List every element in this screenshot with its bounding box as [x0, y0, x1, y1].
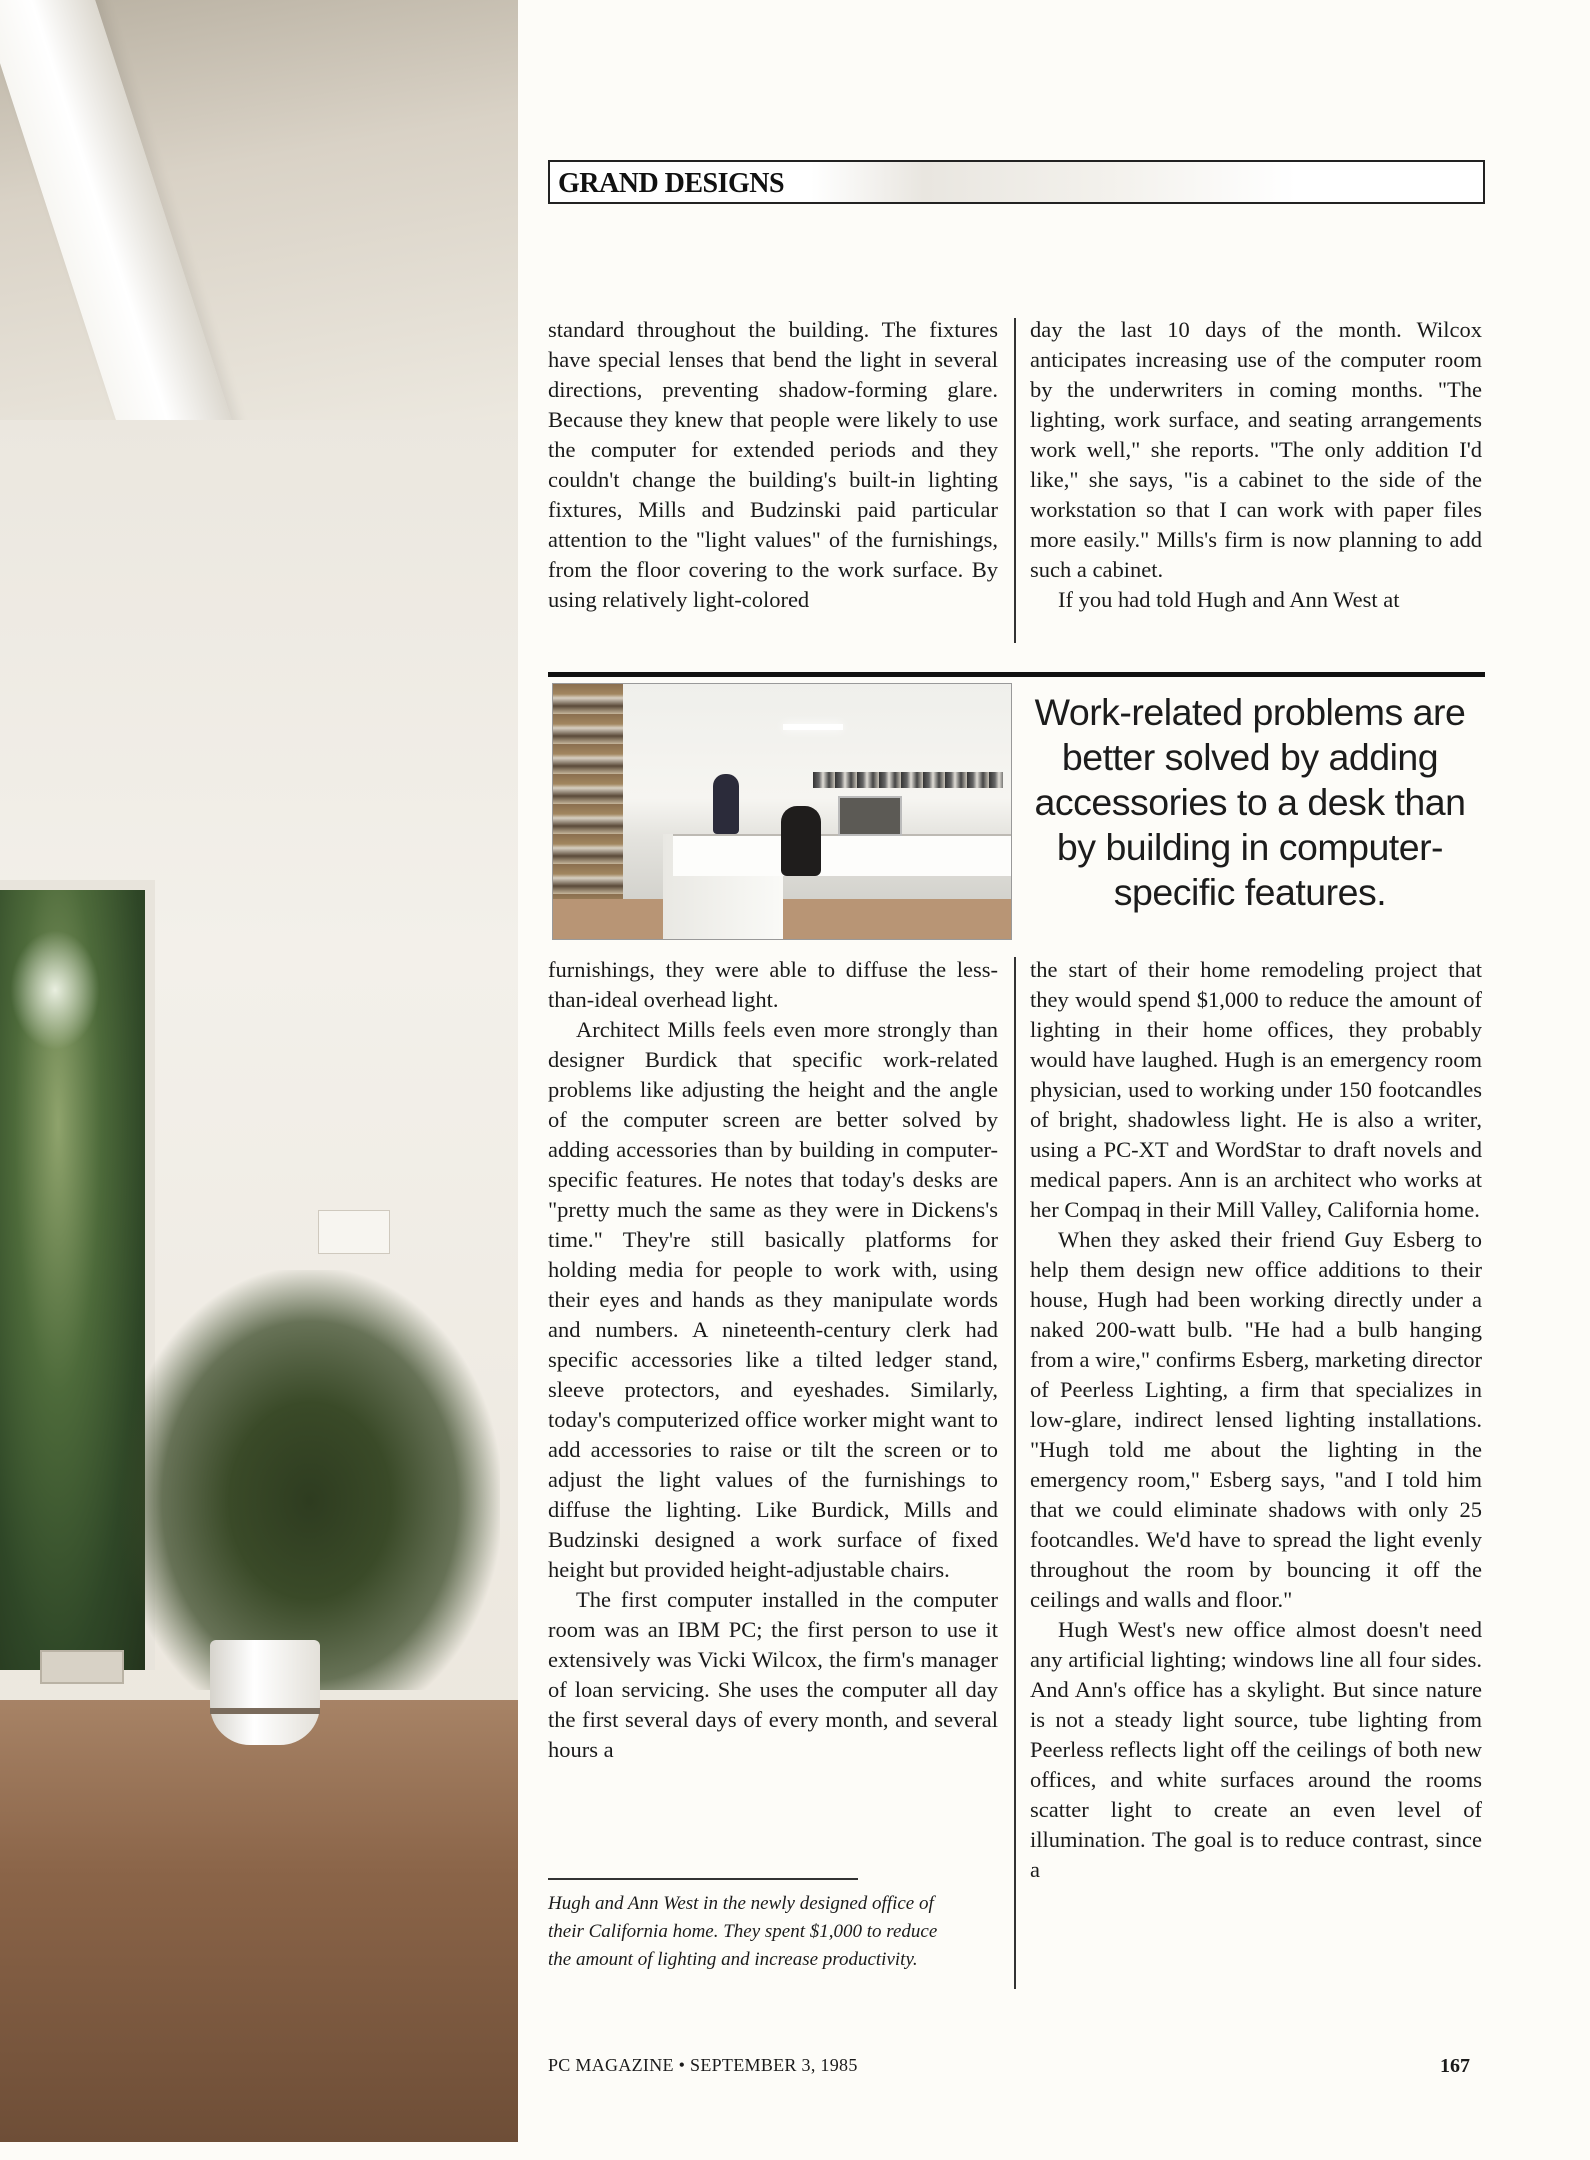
office-photo — [552, 683, 1012, 940]
room-photo — [0, 0, 518, 2142]
column-upper-left — [548, 315, 998, 615]
floor-vent — [40, 1650, 124, 1684]
section-title: GRAND DESIGNS — [558, 168, 785, 199]
publication-footer: PC MAGAZINE • SEPTEMBER 3, 1985 — [548, 2055, 858, 2075]
light-switch — [318, 1210, 390, 1254]
floor — [0, 1700, 518, 2142]
potted-palm — [120, 1270, 500, 1690]
column-upper-right — [1030, 315, 1482, 615]
paragraph: furnishings, they were able to diffuse the less-than-ideal overhead light. — [548, 957, 998, 1012]
column-lower-left — [548, 955, 998, 1765]
column-lower-right — [1030, 955, 1482, 1885]
caption-rule — [548, 1878, 858, 1880]
paragraph: If you had told Hugh and Ann West at — [1058, 587, 1400, 612]
page-number: 167 — [1440, 2055, 1470, 2077]
section-header — [548, 160, 1485, 204]
pull-quote: Work-related problems are better solved by adding accessories to a desk than by building in computer-specific features. — [1034, 691, 1466, 913]
paragraph: Hugh West's new office almost doesn't need any artificial lighting; windows line all four sides. And Ann's office has a skylight. But since nature is not a steady light source, tube lighting from Peerless reflects light off the ceilings of both new offices, and white surfaces around the rooms scatter light to create an even level of illumination. The goal is to reduce contrast, since a — [1030, 1617, 1482, 1882]
paragraph: the start of their home remodeling project that they would spend $1,000 to reduce the amount of lighting in their home offices, they probably would have laughed. Hugh is an emergency room physician, used to working under 150 footcandles of bright, shadowless light. He is also a writer, using a PC-XT and WordStar to draft novels and medical papers. Ann is an architect who works at her Compaq in their Mill Valley, California home. — [1030, 957, 1482, 1222]
paragraph: The first computer installed in the computer room was an IBM PC; the first person to use it extensively was Vicki Wilcox, the firm's manager of loan servicing. She uses the computer all day the first several days of every month, and several hours a — [548, 1587, 998, 1762]
plant-pot — [210, 1640, 320, 1745]
paragraph: Architect Mills feels even more strongly than designer Burdick that specific work-related problems like adjusting the height and the angle of the computer screen are better solved by adding accessories than by building in computer-specific features. He notes that today's desks are "pretty much the same as they were in Dickens's time." They're still basically platforms for holding media for people to work with, using their eyes and hands as they manipulate words and numbers. A nineteenth-century clerk had specific accessories like a tilted ledger stand, sleeve protectors, and eyeshades. Similarly, today's computerized office worker might want to add accessories to raise or tilt the screen or to adjust the light values of the furnishings to diffuse the lighting. Like Burdick, Mills and Budzinski designed a work surface of fixed height but provided height-adjustable chairs. — [548, 1017, 998, 1582]
paragraph: day the last 10 days of the month. Wilcox anticipates increasing use of the computer room by the underwriters in coming months. "The lighting, work surface, and seating arrangements work well," she reports. "The only addition I'd like," she says, "is a cabinet to the side of the workstation so that I can work with paper files more easily." Mills's firm is now planning to add such a cabinet. — [1030, 317, 1482, 582]
column-divider — [1014, 957, 1016, 1989]
paragraph: When they asked their friend Guy Esberg to help them design new office additions to their house, Hugh had been working directly under a naked 200-watt bulb. "He had a bulb hanging from a wire," confirms Esberg, marketing director of Peerless Lighting, a firm that specializes in low-glare, indirect lensed lighting installations. "Hugh told me about the lighting in the emergency room," Esberg says, "and I told him that we could eliminate shadows with only 25 footcandles. We'd have to spread the light evenly throughout the room by bouncing it off the ceilings and walls and floor." — [1030, 1227, 1482, 1612]
horizontal-rule — [548, 672, 1485, 677]
photo-caption: Hugh and Ann West in the newly designed office of their California home. They spent $1,000 to reduce the amount of lighting and increase productivity. — [548, 1893, 938, 1970]
paragraph: standard throughout the building. The fixtures have special lenses that bend the light in several directions, preventing shadow-forming glare. Because they knew that people were likely to use the computer for extended periods and they couldn't change the building's built-in lighting fixtures, Mills and Budzinski paid particular attention to the "light values" of the furnishings, from the floor covering to the work surface. By using relatively light-colored — [548, 317, 998, 612]
column-divider — [1014, 318, 1016, 643]
